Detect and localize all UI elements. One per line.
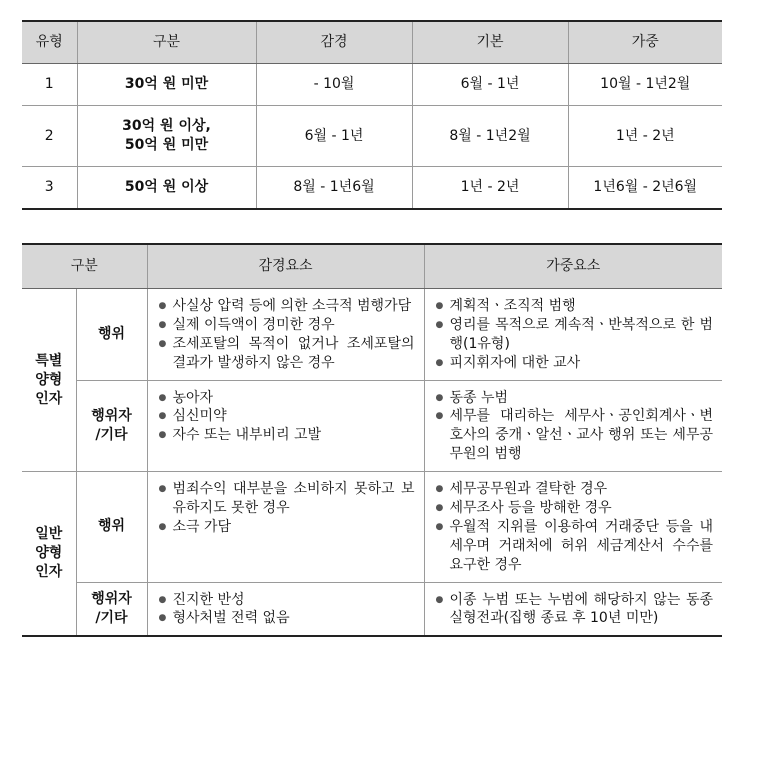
label-line: 인자 — [35, 390, 63, 407]
reduced-cell: 8월 - 1년6월 — [256, 167, 412, 210]
list-item: ● 진지한 반성 — [159, 591, 415, 610]
mitigating-cell — [147, 289, 424, 381]
table-row — [22, 289, 722, 381]
header-category: 구분 — [77, 21, 256, 64]
list-item: ● 농아자 — [159, 389, 415, 408]
sub-label-line: /기타 — [95, 426, 128, 443]
list-item: ● 피지휘자에 대한 교사 — [436, 354, 714, 373]
mitigating-cell — [147, 472, 424, 582]
aggravating-cell — [424, 472, 722, 582]
header-basic: 기본 — [412, 21, 568, 64]
bullet-list — [426, 290, 722, 379]
list-item: ● 형사처벌 전력 없음 — [159, 609, 415, 628]
header-aggravated: 가중 — [568, 21, 722, 64]
category-cell — [77, 106, 256, 167]
label-line: 특별 — [35, 352, 63, 369]
aggravating-cell — [424, 380, 722, 472]
offender-other-label — [76, 380, 147, 472]
list-item: ● 실제 이득액이 경미한 경우 — [159, 316, 415, 335]
type-cell: 2 — [22, 106, 77, 167]
table-row — [22, 582, 722, 636]
header-mitigating: 감경요소 — [147, 244, 424, 289]
list-item: ● 소극 가담 — [159, 518, 415, 537]
list-item: ● 심신미약 — [159, 407, 415, 426]
list-item: ● 동종 누범 — [436, 389, 714, 408]
bullet-list — [149, 290, 423, 379]
table-header-row — [22, 244, 722, 289]
table-row — [22, 472, 722, 582]
reduced-cell: 6월 - 1년 — [256, 106, 412, 167]
table-row — [22, 106, 722, 167]
list-item: ● 이종 누범 또는 누범에 해당하지 않는 동종 실형전과(집행 종료 후 10년 미만) — [436, 591, 714, 629]
sentencing-factors-table — [22, 243, 722, 637]
aggravated-cell: 1년6월 - 2년6월 — [568, 167, 722, 210]
list-item: ● 자수 또는 내부비리 고발 — [159, 426, 415, 445]
table-header-row — [22, 21, 722, 64]
mitigating-cell — [147, 582, 424, 636]
general-factors-label — [22, 472, 76, 637]
aggravating-cell — [424, 289, 722, 381]
label-line: 양형 — [35, 371, 63, 388]
category-cell: 30억 원 미만 — [77, 64, 256, 106]
sub-label-line: 행위자 — [91, 407, 132, 424]
reduced-cell: - 10월 — [256, 64, 412, 106]
bullet-list — [426, 473, 722, 580]
header-type: 유형 — [22, 21, 77, 64]
category-line: 30억 원 이상, — [122, 118, 211, 135]
list-item: ● 계획적ㆍ조직적 범행 — [436, 297, 714, 316]
bullet-list — [149, 382, 423, 452]
basic-cell: 1년 - 2년 — [412, 167, 568, 210]
bullet-list — [149, 584, 423, 635]
sentencing-range-table — [22, 20, 722, 210]
label-line: 일반 — [35, 526, 63, 543]
list-item: ● 영리를 목적으로 계속적ㆍ반복적으로 한 범행(1유형) — [436, 316, 714, 354]
special-factors-label — [22, 289, 76, 472]
category-line: 50억 원 미만 — [124, 137, 209, 153]
act-label — [76, 472, 147, 582]
list-item: ● 범죄수익 대부분을 소비하지 못하고 보유하지도 못한 경우 — [159, 480, 415, 518]
header-category: 구분 — [22, 244, 147, 289]
basic-cell: 8월 - 1년2월 — [412, 106, 568, 167]
type-cell: 3 — [22, 167, 77, 210]
list-item: ● 우월적 지위를 이용하여 거래중단 등을 내세우며 거래처에 허위 세금계산서 수수를 요구한 경우 — [436, 518, 714, 575]
list-item: ● 세무를 대리하는 세무사ㆍ공인회계사ㆍ변호사의 중개ㆍ알선ㆍ교사 행위 또는 세무공무원의 범행 — [436, 407, 714, 464]
table-row — [22, 380, 722, 472]
list-item: ● 세무공무원과 결탁한 경우 — [436, 480, 714, 499]
label-line: 인자 — [35, 564, 63, 581]
bullet-list — [426, 382, 722, 471]
bullet-list — [426, 584, 722, 635]
sub-label-line: 행위 — [97, 518, 126, 535]
sub-label-line: /기타 — [95, 609, 128, 626]
aggravated-cell: 10월 - 1년2월 — [568, 64, 722, 106]
header-reduced: 감경 — [256, 21, 412, 64]
aggravated-cell: 1년 - 2년 — [568, 106, 722, 167]
sub-label-line: 행위자 — [91, 591, 132, 608]
header-aggravating: 가중요소 — [424, 244, 722, 289]
table-row — [22, 167, 722, 210]
basic-cell: 6월 - 1년 — [412, 64, 568, 106]
type-cell: 1 — [22, 64, 77, 106]
category-cell: 50억 원 이상 — [77, 167, 256, 210]
list-item: ● 조세포탈의 목적이 없거나 조세포탈의 결과가 발생하지 않은 경우 — [159, 335, 415, 373]
act-label — [76, 289, 147, 381]
mitigating-cell — [147, 380, 424, 472]
label-line: 양형 — [35, 545, 63, 562]
list-item: ● 세무조사 등을 방해한 경우 — [436, 499, 714, 518]
bullet-list — [149, 473, 423, 543]
aggravating-cell — [424, 582, 722, 636]
offender-other-label — [76, 582, 147, 636]
table-row — [22, 64, 722, 106]
list-item: ● 사실상 압력 등에 의한 소극적 범행가담 — [159, 297, 415, 316]
sub-label-line: 행위 — [97, 325, 126, 342]
